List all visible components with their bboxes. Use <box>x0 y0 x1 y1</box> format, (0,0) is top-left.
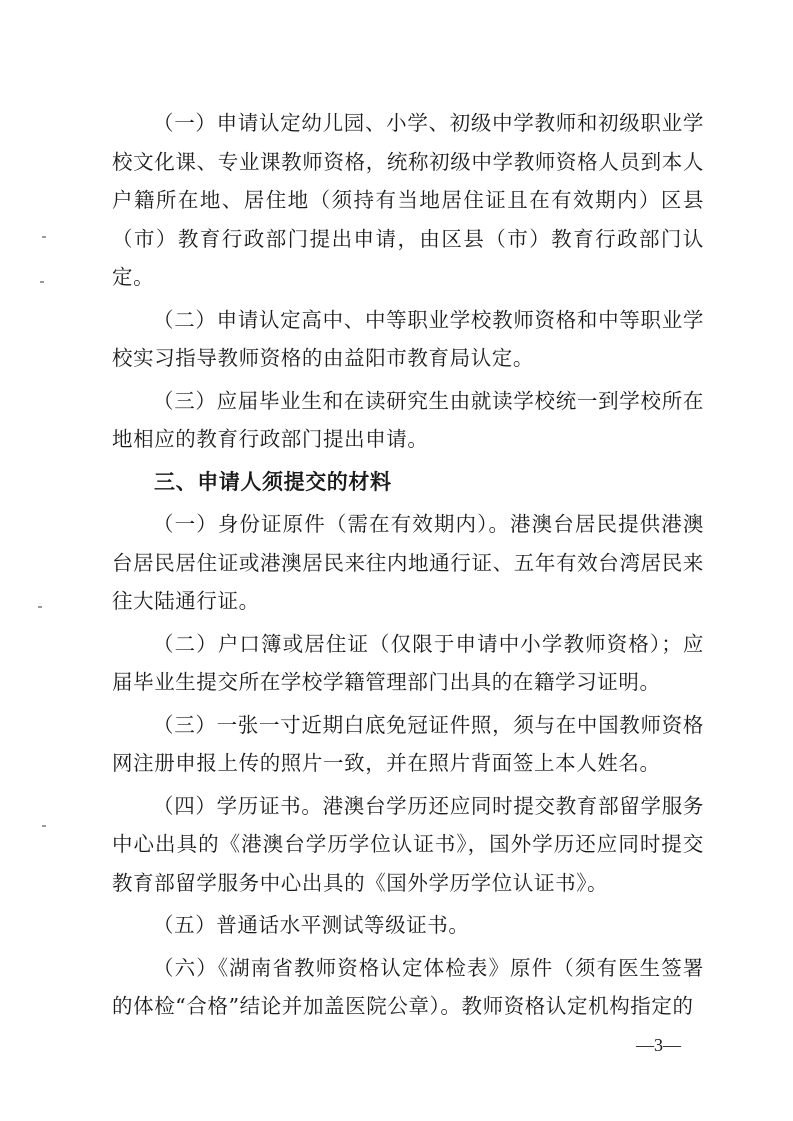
binding-mark <box>42 825 46 827</box>
section-heading-materials: 三、申请人须提交的材料 <box>154 469 392 494</box>
paragraph-id-card: （一）身份证原件（需在有效期内）。港澳台居民提供港澳台居民居住证或港澳居民来往内地通行证、五年有效台湾居民来往大陆通行证。 <box>112 512 704 613</box>
paragraph-graduate-application: （三）应届毕业生和在读研究生由就读学校统一到学校所在地相应的教育行政部门提出申请。 <box>112 388 704 451</box>
page-number: —3— <box>636 1035 681 1055</box>
paragraph-health-form: （六）《湖南省教师资格认定体检表》原件（须有医生签署的体检“合格”结论并加盖医院公章）。教师资格认定机构指定的 <box>112 955 704 1018</box>
binding-mark <box>40 281 44 283</box>
paragraph-photo: （三）一张一寸近期白底免冠证件照，须与在中国教师资格网注册申报上传的照片一致，并在照片背面签上本人姓名。 <box>112 712 704 775</box>
paragraph-diploma: （四）学历证书。港澳台学历还应同时提交教育部留学服务中心出具的《港澳台学历学位认证书》，国外学历还应同时提交教育部留学服务中心出具的《国外学历学位认证书》。 <box>112 793 704 895</box>
paragraph-mandarin-certificate: （五）普通话水平测试等级证书。 <box>153 913 470 937</box>
binding-mark <box>42 236 46 238</box>
binding-mark <box>38 606 42 608</box>
paragraph-household-register: （二）户口簿或居住证（仅限于申请中小学教师资格）；应届毕业生提交所在学校学籍管理部门出具的在籍学习证明。 <box>112 631 704 694</box>
document-body <box>112 104 704 1030</box>
paragraph-local-application: （一）申请认定幼儿园、小学、初级中学教师和初级职业学校文化课、专业课教师资格，统称初级中学教师资格人员到本人户籍所在地、居住地（须持有当地居住证且在有效期内）区县（市）教育行政部门提出申请，由区县（市）教育行政部门认定。 <box>112 111 704 289</box>
paragraph-senior-application: （二）申请认定高中、中等职业学校教师资格和中等职业学校实习指导教师资格的由益阳市教育局认定。 <box>112 307 704 370</box>
